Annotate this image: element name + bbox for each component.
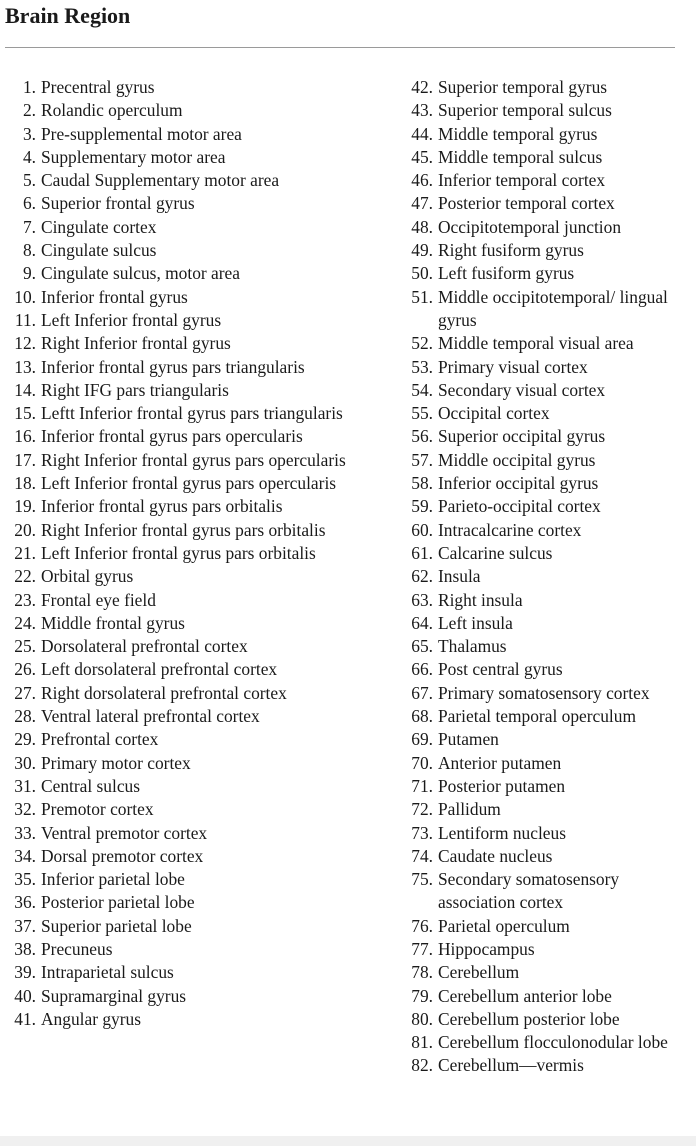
list-item xyxy=(404,379,696,402)
list-item xyxy=(404,216,696,239)
item-label: Orbital gyrus xyxy=(41,566,134,587)
list-item xyxy=(8,379,392,402)
list-item xyxy=(404,589,696,612)
list-item xyxy=(8,728,392,751)
list-item xyxy=(8,239,392,262)
item-number: 21. xyxy=(14,542,36,563)
list-item xyxy=(8,425,392,448)
list-item xyxy=(404,682,696,705)
item-label: Middle occipitotemporal/ lingual gyrus xyxy=(438,286,668,330)
item-label: Right Inferior frontal gyrus xyxy=(41,333,231,354)
item-label: Cerebellum anterior lobe xyxy=(438,985,612,1006)
item-number: 22. xyxy=(14,566,36,587)
item-label: Left fusiform gyrus xyxy=(438,263,575,284)
item-number: 63. xyxy=(411,589,433,610)
list-item xyxy=(404,99,696,122)
list-item xyxy=(8,286,392,309)
item-number: 73. xyxy=(411,822,433,843)
list-item xyxy=(404,985,696,1008)
list-item xyxy=(404,612,696,635)
item-label: Right Inferior frontal gyrus pars orbitalis xyxy=(41,519,326,540)
item-label: Inferior frontal gyrus pars opercularis xyxy=(41,426,303,447)
item-number: 48. xyxy=(411,216,433,237)
item-label: Superior temporal sulcus xyxy=(438,100,612,121)
item-label: Inferior temporal cortex xyxy=(438,170,606,191)
item-label: Rolandic operculum xyxy=(41,100,183,121)
list-item xyxy=(8,565,392,588)
table-title: Brain Region xyxy=(5,3,131,28)
item-label: Precuneus xyxy=(41,938,113,959)
item-label: Posterior parietal lobe xyxy=(41,892,195,913)
item-label: Cerebellum posterior lobe xyxy=(438,1008,620,1029)
list-item xyxy=(404,845,696,868)
item-label: Middle frontal gyrus xyxy=(41,612,185,633)
list-item xyxy=(8,519,392,542)
item-label: Occipitotemporal junction xyxy=(438,216,622,237)
list-item xyxy=(8,915,392,938)
item-number: 40. xyxy=(14,985,36,1006)
item-number: 45. xyxy=(411,146,433,167)
list-item xyxy=(8,449,392,472)
item-label: Lentiform nucleus xyxy=(438,822,566,843)
item-number: 30. xyxy=(14,752,36,773)
item-label: Caudate nucleus xyxy=(438,845,553,866)
item-label: Prefrontal cortex xyxy=(41,729,159,750)
item-number: 68. xyxy=(411,706,433,727)
item-number: 12. xyxy=(14,333,36,354)
item-number: 29. xyxy=(14,729,36,750)
list-item xyxy=(404,961,696,984)
item-label: Putamen xyxy=(438,729,499,750)
list-item xyxy=(8,938,392,961)
item-number: 53. xyxy=(411,356,433,377)
item-label: Cingulate sulcus, motor area xyxy=(41,263,240,284)
item-label: Post central gyrus xyxy=(438,659,563,680)
item-number: 41. xyxy=(14,1008,36,1029)
list-item xyxy=(404,146,696,169)
list-item xyxy=(8,169,392,192)
list-item xyxy=(404,356,696,379)
item-label: Posterior temporal cortex xyxy=(438,193,615,214)
item-label: Primary motor cortex xyxy=(41,752,191,773)
item-number: 46. xyxy=(411,170,433,191)
bottom-border xyxy=(0,1136,696,1146)
item-number: 26. xyxy=(14,659,36,680)
item-label: Superior occipital gyrus xyxy=(438,426,606,447)
item-number: 1. xyxy=(22,77,36,97)
list-item xyxy=(8,775,392,798)
item-label: Occipital cortex xyxy=(438,403,550,424)
list-item xyxy=(404,705,696,728)
item-label: Precentral gyrus xyxy=(41,77,155,97)
list-item xyxy=(8,752,392,775)
item-number: 59. xyxy=(411,496,433,517)
item-label: Caudal Supplementary motor area xyxy=(41,170,280,191)
list-item xyxy=(8,798,392,821)
item-number: 67. xyxy=(411,682,433,703)
item-number: 66. xyxy=(411,659,433,680)
list-item xyxy=(404,425,696,448)
item-number: 16. xyxy=(14,426,36,447)
item-label: Insula xyxy=(438,566,481,587)
item-number: 52. xyxy=(411,333,433,354)
item-number: 70. xyxy=(411,752,433,773)
list-item xyxy=(404,519,696,542)
item-number: 47. xyxy=(411,193,433,214)
item-number: 8. xyxy=(22,240,36,261)
item-label: Right IFG pars triangularis xyxy=(41,379,229,400)
item-label: Frontal eye field xyxy=(41,589,156,610)
list-item xyxy=(404,658,696,681)
list-item xyxy=(8,635,392,658)
item-number: 13. xyxy=(14,356,36,377)
list-item xyxy=(8,612,392,635)
header-divider xyxy=(5,47,675,48)
item-label: Superior temporal gyrus xyxy=(438,77,608,97)
item-number: 20. xyxy=(14,519,36,540)
list-item xyxy=(404,262,696,285)
list-item xyxy=(404,192,696,215)
item-number: 37. xyxy=(14,915,36,936)
list-item xyxy=(8,402,392,425)
list-item xyxy=(8,76,392,99)
item-label: Secondary somatosensory association cortex xyxy=(438,869,620,913)
item-number: 58. xyxy=(411,473,433,494)
item-label: Primary visual cortex xyxy=(438,356,588,377)
list-item xyxy=(8,542,392,565)
list-item xyxy=(404,76,696,99)
item-number: 15. xyxy=(14,403,36,424)
item-label: Left Inferior frontal gyrus pars opercularis xyxy=(41,473,337,494)
item-number: 65. xyxy=(411,636,433,657)
item-number: 23. xyxy=(14,589,36,610)
item-label: Intraparietal sulcus xyxy=(41,962,174,983)
item-number: 43. xyxy=(411,100,433,121)
item-number: 78. xyxy=(411,962,433,983)
item-label: Left Inferior frontal gyrus pars orbitalis xyxy=(41,542,316,563)
item-label: Left insula xyxy=(438,612,513,633)
item-number: 60. xyxy=(411,519,433,540)
list-item xyxy=(8,332,392,355)
item-number: 4. xyxy=(22,146,36,167)
item-number: 36. xyxy=(14,892,36,913)
list-item xyxy=(8,146,392,169)
item-number: 64. xyxy=(411,612,433,633)
list-item xyxy=(8,356,392,379)
list-item xyxy=(8,309,392,332)
list-item xyxy=(8,495,392,518)
item-label: Cingulate cortex xyxy=(41,216,157,237)
list-item xyxy=(8,985,392,1008)
item-label: Left dorsolateral prefrontal cortex xyxy=(41,659,278,680)
item-label: Thalamus xyxy=(438,636,507,657)
item-number: 32. xyxy=(14,799,36,820)
list-item xyxy=(8,682,392,705)
list-item xyxy=(404,1054,696,1077)
item-number: 19. xyxy=(14,496,36,517)
item-label: Superior frontal gyrus xyxy=(41,193,195,214)
list-item xyxy=(404,635,696,658)
item-label: Angular gyrus xyxy=(41,1008,141,1029)
item-label: Pallidum xyxy=(438,799,501,820)
item-label: Inferior parietal lobe xyxy=(41,869,185,890)
item-label: Dorsolateral prefrontal cortex xyxy=(41,636,248,657)
item-label: Inferior occipital gyrus xyxy=(438,473,599,494)
item-number: 81. xyxy=(411,1032,433,1053)
item-number: 51. xyxy=(411,286,433,307)
item-number: 3. xyxy=(22,123,36,144)
item-label: Posterior putamen xyxy=(438,775,566,796)
list-item xyxy=(404,775,696,798)
item-number: 80. xyxy=(411,1008,433,1029)
item-label: Middle temporal gyrus xyxy=(438,123,598,144)
item-number: 71. xyxy=(411,775,433,796)
item-number: 35. xyxy=(14,869,36,890)
item-label: Parietal operculum xyxy=(438,915,570,936)
list-item xyxy=(8,845,392,868)
item-label: Cerebellum—vermis xyxy=(438,1055,584,1076)
list-item xyxy=(8,891,392,914)
item-label: Premotor cortex xyxy=(41,799,154,820)
list-item xyxy=(404,286,696,333)
item-number: 6. xyxy=(22,193,36,214)
item-number: 18. xyxy=(14,473,36,494)
item-label: Secondary visual cortex xyxy=(438,379,606,400)
item-number: 50. xyxy=(411,263,433,284)
item-label: Ventral lateral prefrontal cortex xyxy=(41,706,260,727)
item-number: 72. xyxy=(411,799,433,820)
item-number: 10. xyxy=(14,286,36,307)
item-number: 38. xyxy=(14,938,36,959)
list-item xyxy=(404,1008,696,1031)
item-number: 27. xyxy=(14,682,36,703)
item-number: 55. xyxy=(411,403,433,424)
list-item xyxy=(404,938,696,961)
item-number: 76. xyxy=(411,915,433,936)
item-label: Middle temporal visual area xyxy=(438,333,634,354)
item-number: 82. xyxy=(411,1055,433,1076)
list-item xyxy=(8,961,392,984)
list-item xyxy=(404,565,696,588)
item-label: Supramarginal gyrus xyxy=(41,985,187,1006)
item-number: 7. xyxy=(22,216,36,237)
list-item xyxy=(404,798,696,821)
list-item xyxy=(8,216,392,239)
item-label: Calcarine sulcus xyxy=(438,542,553,563)
list-item xyxy=(8,123,392,146)
item-number: 44. xyxy=(411,123,433,144)
item-number: 77. xyxy=(411,938,433,959)
right-column-list xyxy=(404,76,696,1078)
item-number: 9. xyxy=(22,263,36,284)
item-number: 33. xyxy=(14,822,36,843)
item-label: Left Inferior frontal gyrus xyxy=(41,309,222,330)
item-number: 5. xyxy=(22,170,36,191)
item-number: 61. xyxy=(411,542,433,563)
item-label: Leftt Inferior frontal gyrus pars triangularis xyxy=(41,403,343,424)
item-number: 56. xyxy=(411,426,433,447)
item-number: 74. xyxy=(411,845,433,866)
list-item xyxy=(8,589,392,612)
list-item xyxy=(8,658,392,681)
list-item xyxy=(8,868,392,891)
list-item xyxy=(404,495,696,518)
item-number: 11. xyxy=(14,309,36,330)
item-number: 54. xyxy=(411,379,433,400)
list-item xyxy=(404,542,696,565)
item-number: 42. xyxy=(411,77,433,97)
list-item xyxy=(404,472,696,495)
item-label: Central sulcus xyxy=(41,775,141,796)
item-label: Right Inferior frontal gyrus pars opercularis xyxy=(41,449,346,470)
item-label: Cerebellum xyxy=(438,962,520,983)
item-number: 17. xyxy=(14,449,36,470)
list-item xyxy=(404,868,696,915)
item-label: Ventral premotor cortex xyxy=(41,822,208,843)
item-number: 49. xyxy=(411,240,433,261)
item-number: 28. xyxy=(14,706,36,727)
item-label: Middle temporal sulcus xyxy=(438,146,603,167)
list-item xyxy=(404,915,696,938)
list-item xyxy=(404,332,696,355)
item-label: Hippocampus xyxy=(438,938,535,959)
item-number: 24. xyxy=(14,612,36,633)
list-item xyxy=(404,449,696,472)
item-label: Right dorsolateral prefrontal cortex xyxy=(41,682,287,703)
item-number: 39. xyxy=(14,962,36,983)
item-number: 62. xyxy=(411,566,433,587)
list-item xyxy=(404,239,696,262)
list-item xyxy=(8,472,392,495)
item-label: Primary somatosensory cortex xyxy=(438,682,650,703)
item-label: Supplementary motor area xyxy=(41,146,226,167)
item-label: Pre-supplemental motor area xyxy=(41,123,242,144)
item-number: 25. xyxy=(14,636,36,657)
list-item xyxy=(404,752,696,775)
item-number: 69. xyxy=(411,729,433,750)
item-label: Parieto-occipital cortex xyxy=(438,496,601,517)
item-label: Inferior frontal gyrus xyxy=(41,286,188,307)
item-label: Inferior frontal gyrus pars triangularis xyxy=(41,356,305,377)
list-item xyxy=(8,99,392,122)
list-item xyxy=(404,123,696,146)
list-item xyxy=(8,705,392,728)
list-item xyxy=(404,402,696,425)
item-label: Middle occipital gyrus xyxy=(438,449,596,470)
item-label: Parietal temporal operculum xyxy=(438,706,636,727)
item-number: 75. xyxy=(411,869,433,890)
item-label: Dorsal premotor cortex xyxy=(41,845,204,866)
item-number: 2. xyxy=(22,100,36,121)
list-item xyxy=(404,728,696,751)
item-number: 31. xyxy=(14,775,36,796)
item-label: Superior parietal lobe xyxy=(41,915,192,936)
item-label: Inferior frontal gyrus pars orbitalis xyxy=(41,496,283,517)
list-item xyxy=(8,262,392,285)
list-item xyxy=(404,1031,696,1054)
item-label: Intracalcarine cortex xyxy=(438,519,582,540)
list-item xyxy=(8,822,392,845)
item-number: 79. xyxy=(411,985,433,1006)
list-item xyxy=(8,192,392,215)
item-number: 34. xyxy=(14,845,36,866)
item-number: 57. xyxy=(411,449,433,470)
list-item xyxy=(404,169,696,192)
list-item xyxy=(8,1008,392,1031)
item-label: Anterior putamen xyxy=(438,752,562,773)
left-column-list xyxy=(8,76,392,1031)
item-label: Right fusiform gyrus xyxy=(438,240,584,261)
item-label: Cerebellum flocculonodular lobe xyxy=(438,1032,668,1053)
list-item xyxy=(404,822,696,845)
item-label: Cingulate sulcus xyxy=(41,240,157,261)
item-label: Right insula xyxy=(438,589,523,610)
item-number: 14. xyxy=(14,379,36,400)
